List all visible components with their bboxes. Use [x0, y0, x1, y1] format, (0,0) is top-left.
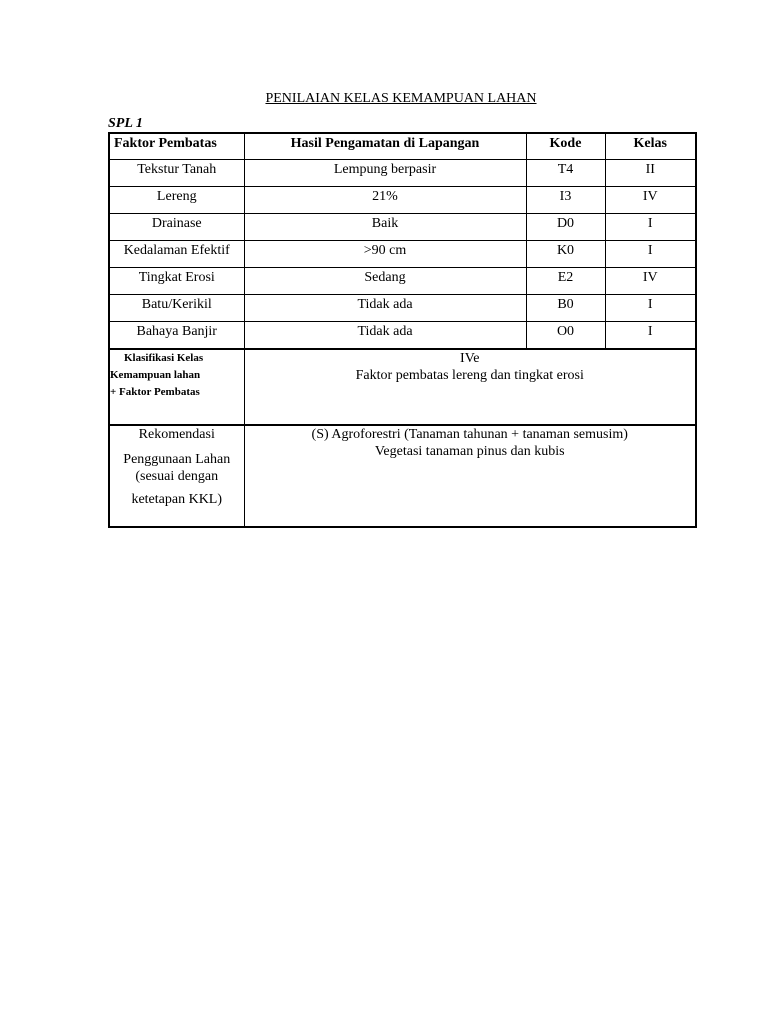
cell-hasil: 21%: [244, 187, 526, 214]
table-row: [109, 268, 696, 295]
land-capability-table: [108, 132, 697, 528]
rekomendasi-label-line: Penggunaan Lahan: [123, 452, 231, 467]
cell-kode: O0: [526, 322, 605, 350]
cell-faktor: Kedalaman Efektif: [109, 241, 244, 268]
section-label: SPL 1: [108, 116, 143, 131]
klasifikasi-description: Faktor pembatas lereng dan tingkat erosi: [355, 368, 584, 383]
cell-kode: D0: [526, 214, 605, 241]
header-kelas: Kelas: [605, 133, 696, 160]
klasifikasi-value: [244, 349, 696, 425]
table-row: [109, 214, 696, 241]
rekomendasi-line: (S) Agroforestri (Tanaman tahunan + tanaman semusim): [311, 427, 628, 442]
klasifikasi-label-line: Kemampuan lahan: [110, 369, 201, 381]
cell-faktor: Bahaya Banjir: [109, 322, 244, 350]
spacer: [110, 443, 244, 451]
klasifikasi-label-line: Klasifikasi Kelas: [124, 352, 204, 364]
cell-kode: T4: [526, 160, 605, 187]
cell-kelas: IV: [605, 268, 696, 295]
cell-faktor: Tingkat Erosi: [109, 268, 244, 295]
cell-kode: K0: [526, 241, 605, 268]
rekomendasi-row: [109, 425, 696, 527]
cell-kelas: I: [605, 322, 696, 350]
table-row: [109, 322, 696, 350]
table-header-row: [109, 133, 696, 160]
rekomendasi-label-line: (sesuai dengan: [135, 469, 219, 484]
rekomendasi-line: Vegetasi tanaman pinus dan kubis: [374, 444, 565, 459]
cell-hasil: Sedang: [244, 268, 526, 295]
cell-faktor: Lereng: [109, 187, 244, 214]
header-kode: Kode: [526, 133, 605, 160]
header-faktor-pembatas: Faktor Pembatas: [109, 133, 244, 160]
cell-hasil: Lempung berpasir: [244, 160, 526, 187]
rekomendasi-label-line: Rekomendasi: [138, 427, 215, 442]
cell-hasil: Tidak ada: [244, 322, 526, 350]
cell-kelas: I: [605, 241, 696, 268]
cell-kode: B0: [526, 295, 605, 322]
rekomendasi-value: [244, 425, 696, 527]
cell-kelas: I: [605, 295, 696, 322]
table-row: [109, 295, 696, 322]
cell-kelas: I: [605, 214, 696, 241]
klasifikasi-row: [109, 349, 696, 425]
cell-kelas: IV: [605, 187, 696, 214]
header-hasil-pengamatan: Hasil Pengamatan di Lapangan: [244, 133, 526, 160]
cell-kode: E2: [526, 268, 605, 295]
cell-faktor: Drainase: [109, 214, 244, 241]
cell-kelas: II: [605, 160, 696, 187]
table-row: [109, 187, 696, 214]
klasifikasi-label-line: + Faktor Pembatas: [110, 386, 200, 398]
cell-hasil: Baik: [244, 214, 526, 241]
klasifikasi-label: [109, 349, 244, 425]
cell-faktor: Batu/Kerikil: [109, 295, 244, 322]
rekomendasi-label-line: ketetapan KKL): [131, 492, 223, 507]
table-row: [109, 241, 696, 268]
cell-faktor: Tekstur Tanah: [109, 160, 244, 187]
cell-hasil: Tidak ada: [244, 295, 526, 322]
table-row: [109, 160, 696, 187]
cell-hasil: >90 cm: [244, 241, 526, 268]
klasifikasi-class: IVe: [460, 351, 480, 366]
rekomendasi-label: [109, 425, 244, 527]
document-title: PENILAIAN KELAS KEMAMPUAN LAHAN: [265, 91, 537, 106]
cell-kode: I3: [526, 187, 605, 214]
